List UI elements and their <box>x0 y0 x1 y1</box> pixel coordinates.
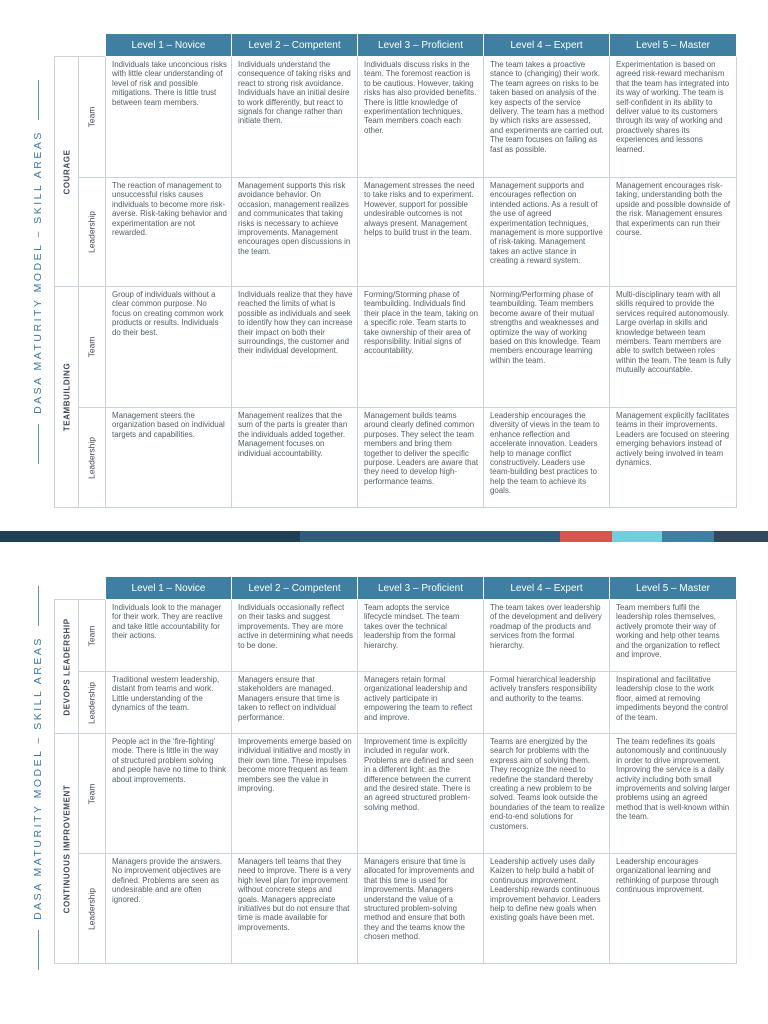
descriptor-cell: Managers ensure that stakeholders are managed. Managers ensure that time is taken to reflect on individual performance. <box>232 672 358 734</box>
descriptor-cell: The reaction of management to unsuccessful risks causes individuals to become more risk-averse. Risk-taking behavior and experimentation are not rewarded. <box>106 178 232 287</box>
title-rule-right <box>38 586 39 626</box>
role-label: Leadership <box>86 887 97 930</box>
level-2-header: Level 2 – Competent <box>232 577 358 600</box>
descriptor-cell: Individuals understand the consequence of taking risks and react to strong risk avoidance. Individuals have an initial desire to work differently, but react to signals for change rather than initiate them. <box>232 57 358 178</box>
descriptor-cell: Leadership encourages the diversity of views in the team to enhance reflection and accelerate innovation. Leaders help to manage conflict constructively. Leaders use team-building best practices to help the team to achieve its goals. <box>484 408 610 508</box>
stripe-segment <box>0 531 300 542</box>
descriptor-cell: Experimentation is based on agreed risk-reward mechanism that the team has integrated into its way of working. The team is self-confident in its ability to deliver value to its customers through its way of working and proactively shares its experiences and lessons learned. <box>610 57 737 178</box>
title-rule-left <box>38 424 39 464</box>
descriptor-cell: Group of individuals without a clear common purpose. No focus on creating common work products or results. Individuals do their best. <box>106 287 232 408</box>
descriptor-cell: Multi-disciplinary team with all skills required to provide the services required autonomously. Large overlap in skills and knowledge between team members. Team members are able to switch between roles within the team. The team is fully mutually accountable. <box>610 287 737 408</box>
role-label: Team <box>86 336 97 358</box>
role-label: Team <box>86 106 97 128</box>
descriptor-cell: Inspirational and facilitative leadership close to the work floor, aimed at removing impediments beyond the control of the team. <box>610 672 737 734</box>
level-4-header: Level 4 – Expert <box>484 34 610 57</box>
teambuilding-leadership-row <box>55 408 737 508</box>
role-team <box>79 734 106 854</box>
side-title-text: DASA MATURITY MODEL – SKILL AREAS <box>32 130 44 414</box>
stripe-segment <box>612 531 662 542</box>
area-teambuilding <box>55 287 79 508</box>
title-rule-right <box>38 80 39 120</box>
level-header-row <box>55 577 737 600</box>
descriptor-cell: Individuals take unconcious risks with little clear understanding of level of risk and possible mitigations. There is little trust between team members. <box>106 57 232 178</box>
role-label: Leadership <box>86 210 97 254</box>
descriptor-cell: Team members fulfil the leadership roles themselves, actively promote their way of working and help other teams and the organization to reflect and improve. <box>610 600 737 672</box>
descriptor-cell: Managers ensure that time is allocated for improvements and that this time is used for improvements. Managers understand the value of a structured problem-solving method and ensure that both they and the teams know the chosen method. <box>358 854 484 964</box>
role-label: Team <box>86 625 97 646</box>
stripe-segment <box>662 531 714 542</box>
role-team <box>79 287 106 408</box>
area-label: TEAMBUILDING <box>61 362 71 432</box>
descriptor-cell: Management stresses the need to take risks and to experiment. However, support for possible undesirable outcomes is not always present. Management helps to build trust in the team. <box>358 178 484 287</box>
stripe-segment <box>560 531 612 542</box>
level-header-row <box>55 34 737 57</box>
descriptor-cell: Leadership actively uses daily Kaizen to help build a habit of continuous improvement. Leadership rewards continuous improvement behavior. Leaders help to define new goals when existing goals have been met. <box>484 854 610 964</box>
descriptor-cell: Improvement time is explicitly included in regular work. Problems are defined and seen in a different light: as the difference between the current and the desired state. There is an agreed structured problem-solving method. <box>358 734 484 854</box>
descriptor-cell: Managers tell teams that they need to improve. There is a very high level plan for improvement without concrete steps and goals. Managers appreciate initiatives but do not ensure that time is made available for improvements. <box>232 854 358 964</box>
descriptor-cell: Management encourages risk-taking, understanding both the upside and possible downside of the risk. Management ensures that experiments can run their course. <box>610 178 737 287</box>
level-1-header: Level 1 – Novice <box>106 34 232 57</box>
descriptor-cell: Norming/Performing phase of teambuilding. Team members become aware of their mutual strengths and weaknesses and optimize the way of working based on this knowledge. Team members encourage learning within the team. <box>484 287 610 408</box>
level-3-header: Level 3 – Proficient <box>358 577 484 600</box>
role-label: Team <box>86 783 97 804</box>
descriptor-cell: People act in the ‘fire-fighting’ mode. There is little in the way of structured problem solving and people have no time to think about improvements. <box>106 734 232 854</box>
divider-stripe <box>0 531 768 542</box>
side-title-text: DASA MATURITY MODEL – SKILL AREAS <box>32 636 44 920</box>
level-1-header: Level 1 – Novice <box>106 577 232 600</box>
descriptor-cell: Management realizes that the sum of the parts is greater than the individuals added together. Management focuses on individual accountability. <box>232 408 358 508</box>
title-rule-left <box>38 930 39 970</box>
level-2-header: Level 2 – Competent <box>232 34 358 57</box>
descriptor-cell: Managers retain formal organizational leadership and actively participate in empowering the team to reflect and improve. <box>358 672 484 734</box>
descriptor-cell: The team takes a proactive stance to (changing) their work. The team agrees on risks to be taken based on analysis of the key aspects of the service delivery. The team has a method by which risks are assessed, and experiments are carried out. The team focuses on failing as fast as possible. <box>484 57 610 178</box>
teambuilding-team-row <box>55 287 737 408</box>
maturity-matrix-bottom <box>54 576 737 964</box>
devops-leadership-team-row <box>55 600 737 672</box>
descriptor-cell: Team adopts the service lifecycle mindset. The team takes over the technical leadership from the formal hierarchy. <box>358 600 484 672</box>
maturity-matrix-top <box>54 33 737 508</box>
descriptor-cell: Individuals look to the manager for their work. They are reactive and take little accountability for their actions. <box>106 600 232 672</box>
descriptor-cell: Leadership encourages organizational learning and rethinking of purpose through continuous improvement. <box>610 854 737 964</box>
descriptor-cell: Individuals discuss risks in the team. The foremost reaction is to be cautious. However, taking risks has also provided benefits. There is little knowledge of experimentation techniques. Team members coach each other. <box>358 57 484 178</box>
role-leadership <box>79 408 106 508</box>
courage-team-row <box>55 57 737 178</box>
descriptor-cell: Management explicitly facilitates teams in their improvements. Leaders are focused on steering emerging behaviors instead of actively being involved in team dynamics. <box>610 408 737 508</box>
descriptor-cell: The team takes over leadership of the development and delivery roadmap of the products and services from the formal hierarchy. <box>484 600 610 672</box>
area-devops-leadership <box>55 600 79 734</box>
descriptor-cell: Formal hierarchical leadership actively transfers responsibility and authority to the teams. <box>484 672 610 734</box>
area-label: COURAGE <box>61 148 71 195</box>
stripe-segment <box>714 531 768 542</box>
descriptor-cell: Teams are energized by the search for problems with the express aim of solving them. They recognize the need to redefine the standard thereby creating a new problem to be solved. Teams look outside the boundaries of the team to realize end-to-end solutions for customers. <box>484 734 610 854</box>
descriptor-cell: Management steers the organization based on individual targets and capabilities. <box>106 408 232 508</box>
devops-leadership-leadership-row <box>55 672 737 734</box>
continuous-improvement-leadership-row <box>55 854 737 964</box>
area-courage <box>55 57 79 287</box>
role-leadership <box>79 672 106 734</box>
role-label: Leadership <box>86 681 97 724</box>
area-label: DEVOPS LEADERSHIP <box>61 617 71 716</box>
descriptor-cell: Traditional western leadership, distant from teams and work. Little understanding of the dynamics of the team. <box>106 672 232 734</box>
descriptor-cell: Management builds teams around clearly defined common purposes. They select the team members and bring them together to deliver the specific purpose. Leaders are aware that they need to develop high-performance teams. <box>358 408 484 508</box>
descriptor-cell: Individuals realize that they have reached the limits of what is possible as individuals and seek to identify how they can increase their impact on both their surroundings, the customer and their individual development. <box>232 287 358 408</box>
level-5-header: Level 5 – Master <box>610 34 737 57</box>
role-leadership <box>79 854 106 964</box>
descriptor-cell: Individuals occasionally reflect on their tasks and suggest improvements. They are more active in determining what needs to be done. <box>232 600 358 672</box>
level-4-header: Level 4 – Expert <box>484 577 610 600</box>
role-team <box>79 600 106 672</box>
descriptor-cell: Forming/Storming phase of teambuilding. Individuals find their place in the team, taking on a specific role. Team starts to take ownership of their area of responsibility. Initial signs of accountability. <box>358 287 484 408</box>
continuous-improvement-team-row <box>55 734 737 854</box>
descriptor-cell: Management supports and encourages reflection on intended actions. As a result of the use of agreed experimentation techniques, management is more supportive of risk-taking. Management takes an active stance in creating a reward system. <box>484 178 610 287</box>
area-label: CONTINUOUS IMPROVEMENT <box>61 784 71 913</box>
descriptor-cell: The team redefines its goals autonomously and continuously in order to drive improvement. Improving the service is a daily activity including both small improvements and solving larger problems using an agreed method that is well-known within the team. <box>610 734 737 854</box>
descriptor-cell: Improvements emerge based on individual initiative and mostly in their own time. These impulses become more frequent as team members see the value in improving. <box>232 734 358 854</box>
role-leadership <box>79 178 106 287</box>
role-team <box>79 57 106 178</box>
stripe-segment <box>300 531 560 542</box>
role-label: Leadership <box>86 436 97 479</box>
descriptor-cell: Management supports this risk avoidance behavior. On occasion, management realizes and communicates that taking risks is necessary to achieve improvements. Management encourages open discussions in the team. <box>232 178 358 287</box>
level-3-header: Level 3 – Proficient <box>358 34 484 57</box>
descriptor-cell: Managers provide the answers. No improvement objectives are defined. Problems are seen as undesirable and are often ignored. <box>106 854 232 964</box>
courage-leadership-row <box>55 178 737 287</box>
level-5-header: Level 5 – Master <box>610 577 737 600</box>
area-continuous-improvement <box>55 734 79 964</box>
